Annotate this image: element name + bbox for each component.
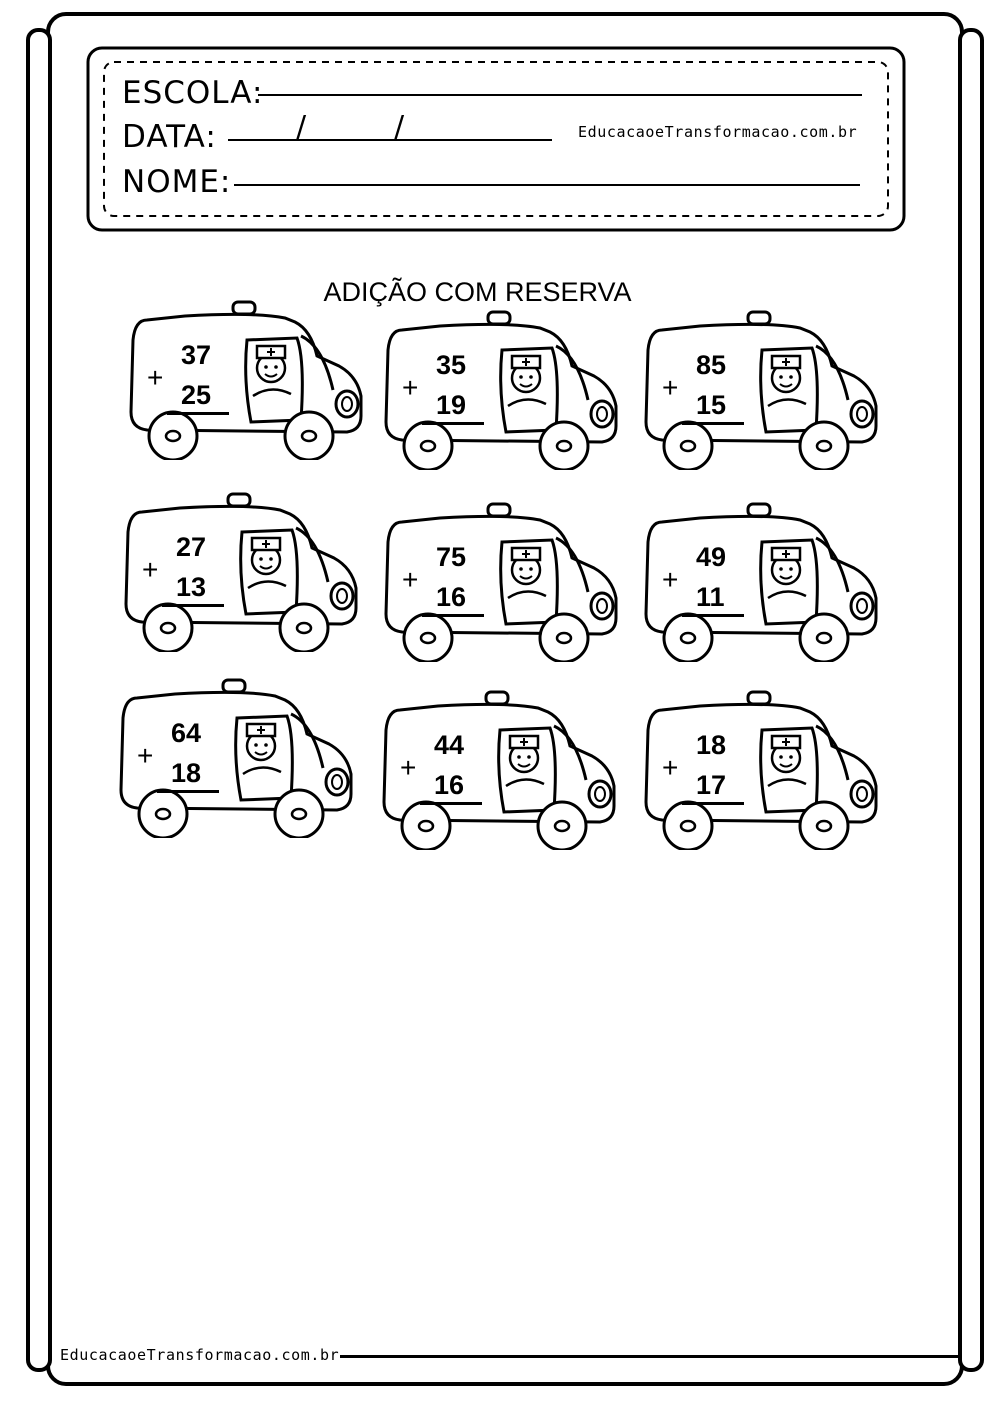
answer-line[interactable] [682,614,744,617]
ambulance-problem [380,502,620,662]
answer-line[interactable] [682,422,744,425]
ambulance-problem [380,310,620,470]
nome-label: NOME: [122,164,232,200]
addend-bottom: 15 [696,390,727,420]
nome-field[interactable] [234,184,860,186]
plus-sign: + [662,372,679,403]
addend-bottom: 16 [436,582,467,612]
data-field[interactable] [228,139,552,141]
addend-bottom: 18 [171,758,202,788]
addend-top: 85 [696,350,727,380]
date-separator-2: / [394,110,405,145]
plus-sign: + [137,740,154,771]
plus-sign: + [402,372,419,403]
plus-sign: + [662,564,679,595]
addend-bottom: 13 [176,572,207,602]
addend-bottom: 25 [181,380,212,410]
ambulance-problem [125,300,365,460]
addend-top: 27 [176,532,207,562]
ambulance-problem [378,690,618,850]
footer-rule [340,1355,960,1358]
answer-line[interactable] [422,422,484,425]
answer-line[interactable] [157,790,219,793]
addend-bottom: 16 [434,770,465,800]
plus-sign: + [662,752,679,783]
ambulance-problem [115,678,355,838]
ambulance-problem [640,502,880,662]
answer-line[interactable] [422,614,484,617]
addend-bottom: 11 [696,582,725,612]
addend-bottom: 19 [436,390,467,420]
ambulance-problem [640,310,880,470]
plus-sign: + [402,564,419,595]
plus-sign: + [142,554,159,585]
answer-line[interactable] [682,802,744,805]
addend-top: 44 [434,730,465,760]
escola-field[interactable] [258,94,862,96]
page-title: ADIÇÃO COM RESERVA [323,277,632,307]
addend-top: 37 [181,340,212,370]
addend-top: 35 [436,350,467,380]
addend-top: 49 [696,542,727,572]
answer-line[interactable] [162,604,224,607]
footer-site-text: EducacaoeTransformacao.com.br [60,1346,340,1364]
header-site-text: EducacaoeTransformacao.com.br [578,123,858,141]
ambulance-problem [120,492,360,652]
addend-top: 75 [436,542,467,572]
plus-sign: + [400,752,417,783]
addend-bottom: 17 [696,770,727,800]
addend-top: 18 [696,730,727,760]
answer-line[interactable] [420,802,482,805]
answer-line[interactable] [167,412,229,415]
plus-sign: + [147,362,164,393]
data-label: DATA: [122,119,217,155]
date-separator-1: / [296,110,307,145]
escola-label: ESCOLA: [122,75,264,111]
ambulance-problem [640,690,880,850]
addend-top: 64 [171,718,202,748]
